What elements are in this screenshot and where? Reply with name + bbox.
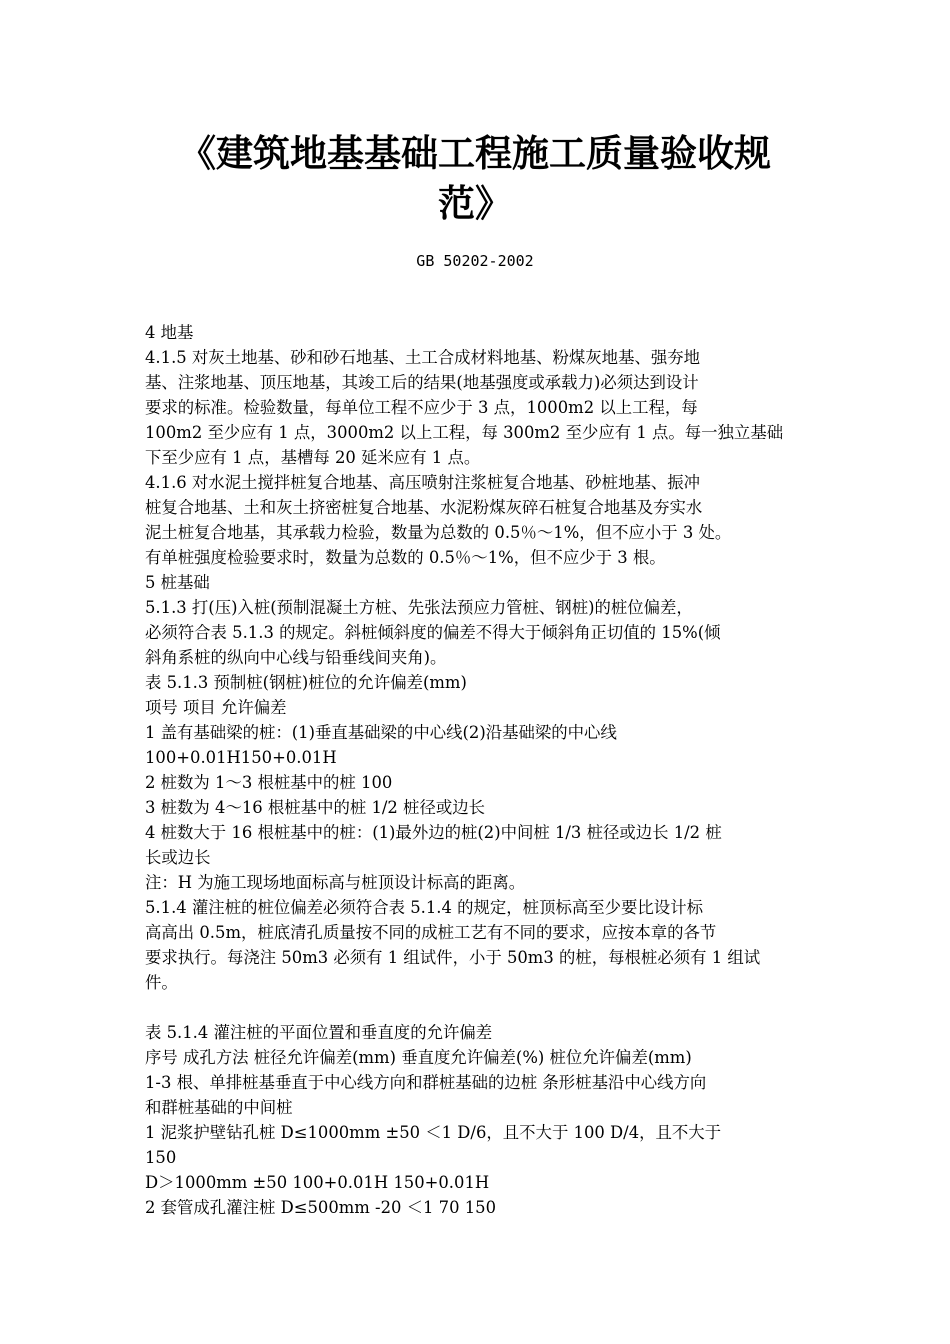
- body-line: 4 桩数大于 16 根桩基中的桩：(1)最外边的桩(2)中间桩 1/3 桩径或边长 1/2 桩: [145, 823, 722, 842]
- body-line: 长或边长: [145, 848, 211, 867]
- body-line: 2 桩数为 1～3 根桩基中的桩 100: [145, 773, 393, 792]
- body-line: 5.1.4 灌注桩的桩位偏差必须符合表 5.1.4 的规定，桩顶标高至少要比设计标: [145, 898, 703, 917]
- body-line: 要求的标准。检验数量，每单位工程不应少于 3 点，1000m2 以上工程，每: [145, 398, 698, 417]
- body-line: [145, 995, 825, 1020]
- body-line: 1-3 根、单排桩基垂直于中心线方向和群桩基础的边桩 条形桩基沿中心线方向: [145, 1073, 707, 1092]
- body-line: 注：H 为施工现场地面标高与桩顶设计标高的距离。: [145, 873, 526, 892]
- body-line: 表 5.1.3 预制桩(钢桩)桩位的允许偏差(mm): [145, 673, 467, 692]
- body-line: 必须符合表 5.1.3 的规定。斜桩倾斜度的偏差不得大于倾斜角正切值的 15%(倾: [145, 623, 721, 642]
- body-line: 3 桩数为 4～16 根桩基中的桩 1/2 桩径或边长: [145, 798, 486, 817]
- body-line: 斜角系桩的纵向中心线与铅垂线间夹角)。: [145, 648, 447, 667]
- body-line: 1 泥浆护壁钻孔桩 D≤1000mm ±50 ＜1 D/6，且不大于 100 D/4，且不大于: [145, 1123, 722, 1142]
- body-line: 4.1.6 对水泥土搅拌桩复合地基、高压喷射注浆桩复合地基、砂桩地基、振冲: [145, 473, 701, 492]
- body-line: 150: [145, 1148, 177, 1167]
- document-body: [145, 320, 825, 1220]
- body-line: D＞1000mm ±50 100+0.01H 150+0.01H: [145, 1173, 490, 1192]
- body-line: 表 5.1.4 灌注桩的平面位置和垂直度的允许偏差: [145, 1023, 493, 1042]
- body-line: 有单桩强度检验要求时，数量为总数的 0.5％～1%，但不应少于 3 根。: [145, 548, 666, 567]
- body-line: 项号 项目 允许偏差: [145, 698, 287, 717]
- body-line: 桩复合地基、土和灰土挤密桩复合地基、水泥粉煤灰碎石桩复合地基及夯实水: [145, 498, 703, 517]
- body-line: 5.1.3 打(压)入桩(预制混凝土方桩、先张法预应力管桩、钢桩)的桩位偏差，: [145, 598, 693, 617]
- document-title: [120, 128, 830, 228]
- body-line: 和群桩基础的中间桩: [145, 1098, 293, 1117]
- body-line: 2 套管成孔灌注桩 D≤500mm -20 ＜1 70 150: [145, 1198, 497, 1217]
- body-line: 4 地基: [145, 323, 194, 342]
- title-line-2: 范》: [438, 181, 512, 225]
- title-line-1: 《建筑地基基础工程施工质量验收规: [179, 131, 771, 175]
- body-line: 件。: [145, 973, 178, 992]
- body-line: 4.1.5 对灰土地基、砂和砂石地基、土工合成材料地基、粉煤灰地基、强夯地: [145, 348, 701, 367]
- body-line: 5 桩基础: [145, 573, 210, 592]
- body-line: 1 盖有基础梁的桩：(1)垂直基础梁的中心线(2)沿基础梁的中心线: [145, 723, 617, 742]
- body-line: 要求执行。每浇注 50m3 必须有 1 组试件，小于 50m3 的桩，每根桩必须有 1 组试: [145, 948, 761, 967]
- body-line: 序号 成孔方法 桩径允许偏差(mm) 垂直度允许偏差(%) 桩位允许偏差(mm): [145, 1048, 692, 1067]
- body-line: 基、注浆地基、顶压地基，其竣工后的结果(地基强度或承载力)必须达到设计: [145, 373, 699, 392]
- body-line: 下至少应有 1 点，基槽每 20 延米应有 1 点。: [145, 448, 481, 467]
- body-line: 100m2 至少应有 1 点，3000m2 以上工程，每 300m2 至少应有 1 点。每一独立基础: [145, 423, 784, 442]
- body-line: 泥土桩复合地基，其承载力检验，数量为总数的 0.5％～1%，但不应小于 3 处。: [145, 523, 732, 542]
- body-line: 100+0.01H150+0.01H: [145, 748, 337, 767]
- standard-code: GB 50202-2002: [416, 252, 534, 270]
- body-line: 高高出 0.5m，桩底清孔质量按不同的成桩工艺有不同的要求，应按本章的各节: [145, 923, 717, 942]
